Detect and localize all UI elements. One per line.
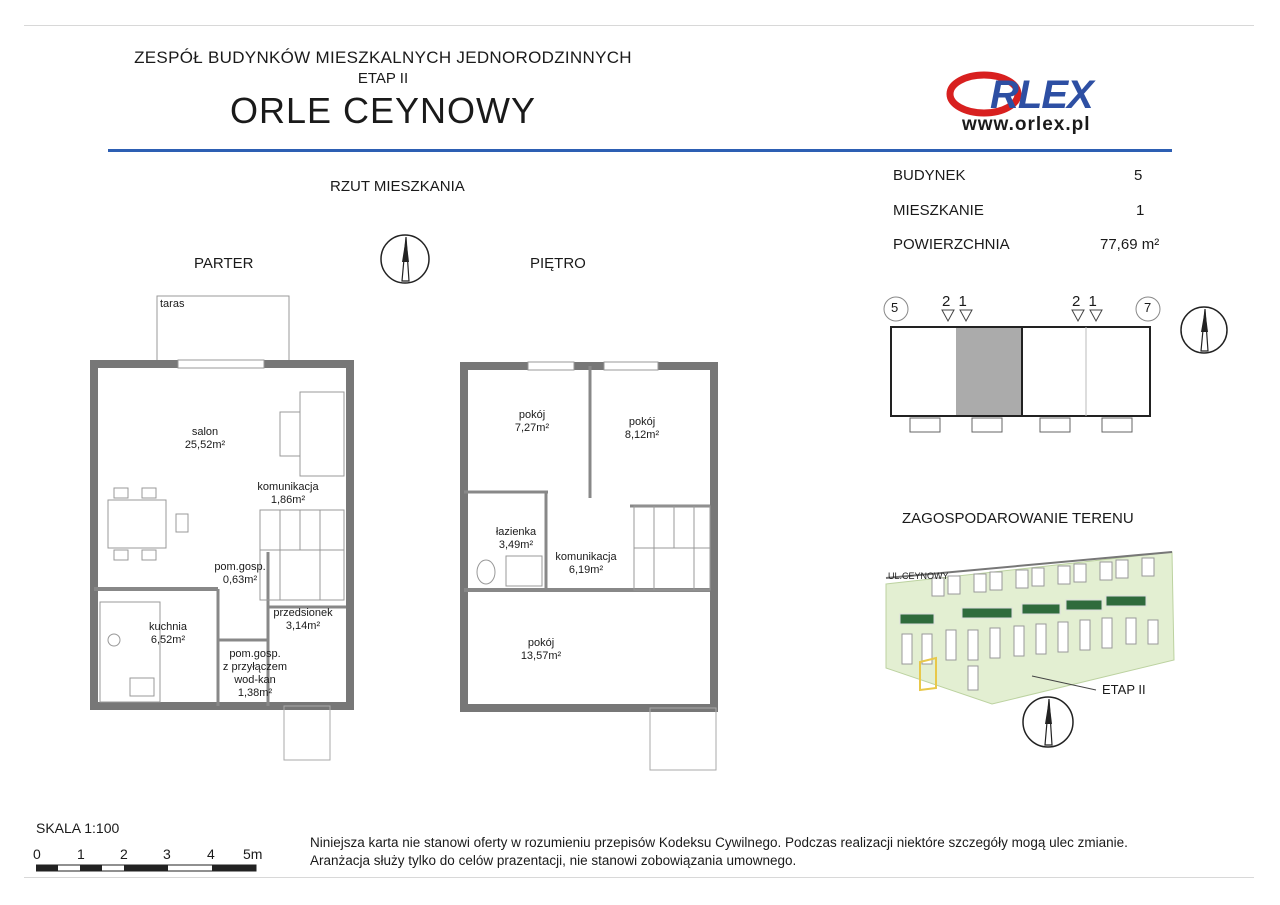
frame-top bbox=[24, 25, 1254, 26]
key-right-units: 2 1 bbox=[1072, 293, 1099, 310]
room-name-line2: z przyłączem bbox=[222, 661, 288, 673]
area-label: POWIERZCHNIA bbox=[893, 236, 1010, 253]
building-value: 5 bbox=[1134, 167, 1143, 184]
room-name: pokój bbox=[527, 637, 555, 649]
page-title: ORLE CEYNOWY bbox=[229, 90, 537, 131]
room-name-line3: wod-kan bbox=[234, 674, 276, 686]
key-right-number: 7 bbox=[1144, 300, 1152, 315]
street-label: UL.CEYNOWY bbox=[888, 571, 949, 581]
project-subtitle: ZESPÓŁ BUDYNKÓW MIESZKALNYCH JEDNORODZINNYCH bbox=[134, 48, 632, 67]
room-area: 6,52m² bbox=[150, 634, 186, 646]
plan-title: RZUT MIESZKANIA bbox=[330, 178, 465, 195]
svg-text:RLEX: RLEX bbox=[990, 73, 1093, 117]
logo-url: www.orlex.pl bbox=[962, 114, 1091, 135]
scale-title: SKALA 1:100 bbox=[36, 820, 120, 836]
scale-bar bbox=[36, 864, 258, 872]
scale-tick: 5m bbox=[243, 846, 263, 862]
room-name: przedsionek bbox=[273, 607, 333, 619]
scale-tick: 2 bbox=[120, 846, 128, 862]
room-pokoj-3 bbox=[506, 637, 576, 663]
room-area: 8,12m² bbox=[624, 429, 660, 441]
stage-label: ETAP II bbox=[1102, 682, 1146, 697]
room-area: 13,57m² bbox=[520, 650, 562, 662]
area-value: 77,69 m² bbox=[1100, 236, 1160, 253]
room-area: 0,63m² bbox=[222, 574, 258, 586]
room-name: pom.gosp. bbox=[229, 648, 281, 660]
key-left-number: 5 bbox=[891, 300, 899, 315]
room-pom-gosp bbox=[208, 561, 272, 587]
scale-tick: 1 bbox=[77, 846, 85, 862]
ground-floor-label: PARTER bbox=[194, 255, 254, 272]
site-north-arrow-icon bbox=[1020, 694, 1076, 750]
room-name: pokój bbox=[628, 416, 656, 428]
scale-tick: 0 bbox=[33, 846, 41, 862]
disclaimer-line-2: Aranżacja służy tylko do celów prazentacji, nie stanowi zobowiązania umownego. bbox=[310, 853, 797, 868]
frame-bottom bbox=[24, 877, 1254, 878]
room-kuchnia bbox=[136, 621, 200, 647]
key-plan bbox=[880, 294, 1180, 436]
disclaimer bbox=[310, 834, 1128, 870]
room-name: pokój bbox=[518, 409, 546, 421]
scale-tick: 3 bbox=[163, 846, 171, 862]
header-rule bbox=[108, 149, 1172, 152]
room-name: salon bbox=[191, 426, 219, 438]
room-name: komunikacja bbox=[257, 481, 319, 493]
site-title: ZAGOSPODAROWANIE TERENU bbox=[902, 510, 1134, 527]
room-area: 25,52m² bbox=[184, 439, 226, 451]
room-name: kuchnia bbox=[149, 621, 187, 633]
room-pokoj-1 bbox=[502, 409, 562, 435]
north-arrow-icon bbox=[378, 232, 432, 286]
upper-floor-label: PIĘTRO bbox=[530, 255, 586, 272]
building-label: BUDYNEK bbox=[893, 167, 966, 184]
room-name: łazienka bbox=[495, 526, 537, 538]
key-left-units: 2 1 bbox=[942, 293, 969, 310]
room-name: komunikacja bbox=[555, 551, 617, 563]
taras-label: taras bbox=[160, 298, 185, 310]
apartment-label: MIESZKANIE bbox=[893, 202, 984, 219]
disclaimer-line-1: Niniejsza karta nie stanowi oferty w rozumieniu przepisów Kodeksu Cywilnego. Podczas realizacji niektóre szczegóły mogą ulec zmianie. bbox=[310, 835, 1128, 850]
room-komunikacja-upper bbox=[546, 551, 626, 577]
room-pokoj-2 bbox=[612, 416, 672, 442]
key-plan-north-arrow-icon bbox=[1178, 304, 1230, 356]
room-area: 3,14m² bbox=[285, 620, 321, 632]
project-stage: ETAP II bbox=[357, 70, 409, 87]
apartment-value: 1 bbox=[1136, 202, 1145, 219]
room-salon bbox=[170, 426, 240, 452]
scale-tick: 4 bbox=[207, 846, 215, 862]
room-area: 7,27m² bbox=[514, 422, 550, 434]
room-area: 1,86m² bbox=[270, 494, 306, 506]
room-name: pom.gosp. bbox=[214, 561, 266, 573]
room-przedsionek bbox=[266, 607, 340, 633]
room-komunikacja bbox=[248, 481, 328, 507]
room-area: 3,49m² bbox=[498, 539, 534, 551]
ground-floor-plan bbox=[90, 292, 360, 772]
room-area: 1,38m² bbox=[237, 687, 273, 699]
room-lazienka bbox=[486, 526, 546, 552]
room-pom-gosp-wod-kan bbox=[212, 648, 298, 700]
room-area: 6,19m² bbox=[568, 564, 604, 576]
